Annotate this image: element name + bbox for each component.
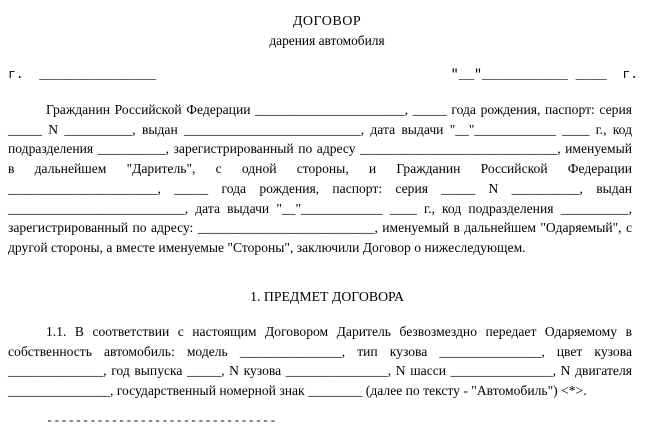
document-title: ДОГОВОР <box>292 14 362 29</box>
place-date-row <box>8 67 638 84</box>
date-field: "__"___________ ____ г. <box>450 67 638 82</box>
document-subtitle: дарения автомобиля <box>269 33 385 48</box>
footnote-separator: -------------------------------- <box>46 414 277 428</box>
parties-paragraph: Гражданин Российской Федерации ______________________, _____ года рождения, паспорт: серия _____ N __________, выдан __________________________, дата выдачи "__"____________ ____ г., код подразделения __________, зарегистрированный по адресу _____________________________, именуемый в дальнейшем "Даритель", с одной стороны, и Гражданин Российской Федерации ______________________, _____ года рождения, паспорт: серия _____ N __________, выдан __________________________, дата выдачи "__"____________ ____ г., код подразделения __________, зарегистрированный по адресу: __________________________, именуемый в дальнейшем "Одаряемый", с другой стороны, а вместе именуемые "Стороны", заключили Договор о нижеследующем. <box>8 102 632 255</box>
place-field: г. _______________ <box>8 67 157 82</box>
clause-1-1-paragraph: 1.1. В соответствии с настоящим Договором Даритель безвозмездно передает Одаряемому в собственность автомобиль: модель _______________, тип кузова _______________, цвет кузова ______________, год выпуска _____, N кузова _______________, N шасси _______________, N двигателя _______________, государственный номерной знак ________ (далее по тексту - "Автомобиль") <*>. <box>8 324 632 399</box>
section-title-subject: 1. ПРЕДМЕТ ДОГОВОРА <box>250 289 404 304</box>
